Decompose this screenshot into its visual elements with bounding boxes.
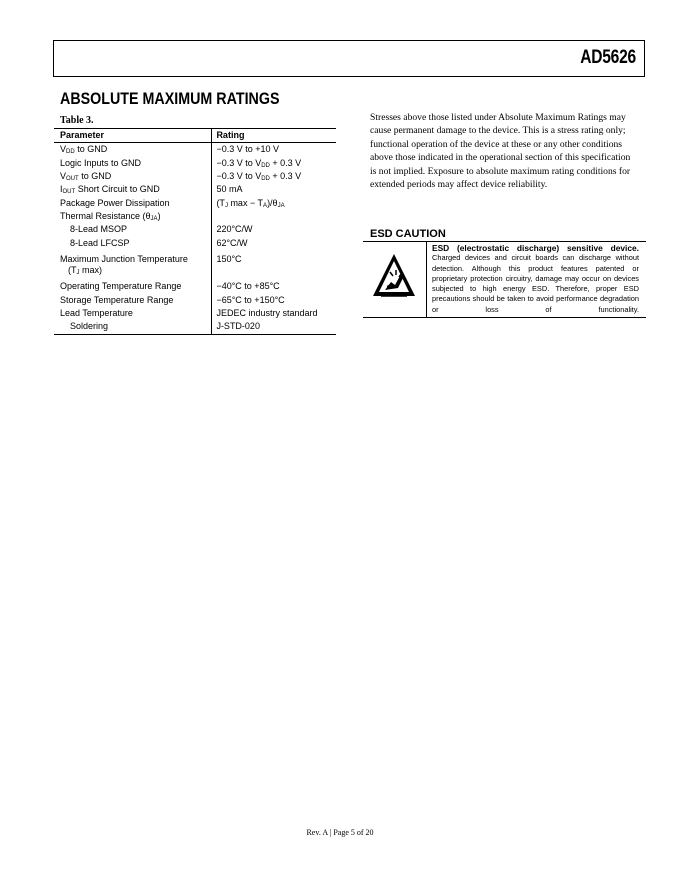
esd-text bbox=[432, 243, 639, 315]
section-title: ABSOLUTE MAXIMUM RATINGS bbox=[60, 89, 280, 108]
rating-cell: 62°C/W bbox=[216, 237, 248, 248]
table-row bbox=[54, 183, 336, 196]
part-number: AD5626 bbox=[580, 47, 636, 68]
table-row bbox=[54, 320, 336, 334]
rating-cell: −0.3 V to $V_{DD} + 0.3$ V bbox=[216, 170, 302, 182]
table-row bbox=[54, 156, 336, 169]
parameter-header: Parameter bbox=[54, 129, 212, 143]
parameter-cell: Logic Inputs to GND bbox=[54, 156, 212, 169]
rating-cell: 150°C bbox=[216, 254, 242, 264]
parameter-cell: Package Power Dissipation bbox=[54, 197, 212, 210]
table-row bbox=[54, 223, 336, 236]
parameter-cell: Storage Temperature Range bbox=[54, 293, 212, 306]
parameter-cell: $I_{OUT}$ Short Circuit to GND bbox=[54, 183, 212, 196]
esd-body: Charged devices and circuit boards can discharge without detection. Although this product features patented or proprietary protection circuitry, damage may occur on devices subjected to high energy ESD. Therefore, proper ESD precautions should be taken to avoid performance degradation or loss of functionality. bbox=[432, 253, 639, 314]
parameter-cell: Thermal Resistance $(\theta_{JA})$ bbox=[54, 210, 212, 223]
page-footer: Rev. A | Page 5 of 20 bbox=[306, 828, 374, 837]
esd-divider bbox=[426, 241, 427, 318]
esd-headline: ESD (electrostatic discharge) sensitive device. bbox=[432, 243, 639, 253]
parameter-cell: Maximum Junction Temperature ($T_J$ max) bbox=[54, 250, 212, 277]
rating-cell: −65°C to +150°C bbox=[216, 294, 285, 305]
table-row bbox=[54, 237, 336, 250]
rating-cell: J-STD-020 bbox=[212, 320, 336, 334]
esd-title: ESD CAUTION bbox=[370, 228, 446, 240]
rating-cell: 220°C/W bbox=[216, 224, 253, 235]
parameter-cell: 8-Lead LFCSP bbox=[54, 237, 212, 250]
table-row bbox=[54, 277, 336, 293]
rating-cell: JEDEC industry standard bbox=[216, 307, 318, 318]
table-row bbox=[54, 307, 336, 320]
parameter-cell: $V_{DD}$ to GND bbox=[54, 143, 212, 157]
rating-cell: −0.3 V to $V_{DD} + 0.3$ V bbox=[216, 157, 302, 169]
table-row bbox=[54, 197, 336, 210]
rating-cell: ($T_J$ $\max - T_A)/\theta_{JA}$ bbox=[216, 197, 285, 209]
table-row bbox=[54, 143, 336, 157]
parameter-cell: Soldering bbox=[54, 320, 212, 334]
rating-cell: −40°C to +85°C bbox=[216, 281, 280, 292]
table-row bbox=[54, 170, 336, 183]
ratings-table bbox=[54, 128, 336, 335]
esd-warning-icon bbox=[371, 252, 417, 304]
rating-cell bbox=[212, 210, 336, 223]
header-box bbox=[53, 40, 645, 77]
stress-paragraph: Stresses above those listed under Absolute Maximum Ratings may cause permanent damage to the device. This is a stress rating only; functional operation of the device at these or any other conditions above those indicated in the operational section of this specification is not implied. Exposure to absolute maximum rating conditions for extended periods may affect device reliability. bbox=[370, 112, 631, 191]
rating-header: Rating bbox=[212, 129, 336, 143]
rating-cell: 50 mA bbox=[216, 184, 243, 195]
table-header-row bbox=[54, 129, 336, 143]
parameter-cell: Lead Temperature bbox=[54, 307, 212, 320]
table-caption: Table 3. bbox=[60, 115, 94, 126]
table-row bbox=[54, 210, 336, 223]
table-row bbox=[54, 250, 336, 277]
parameter-cell: 8-Lead MSOP bbox=[54, 223, 212, 236]
parameter-cell: Operating Temperature Range bbox=[54, 277, 212, 293]
table-row bbox=[54, 293, 336, 306]
parameter-cell: $V_{OUT}$ to GND bbox=[54, 170, 212, 183]
rating-cell: −0.3 V to +10 V bbox=[216, 144, 279, 155]
